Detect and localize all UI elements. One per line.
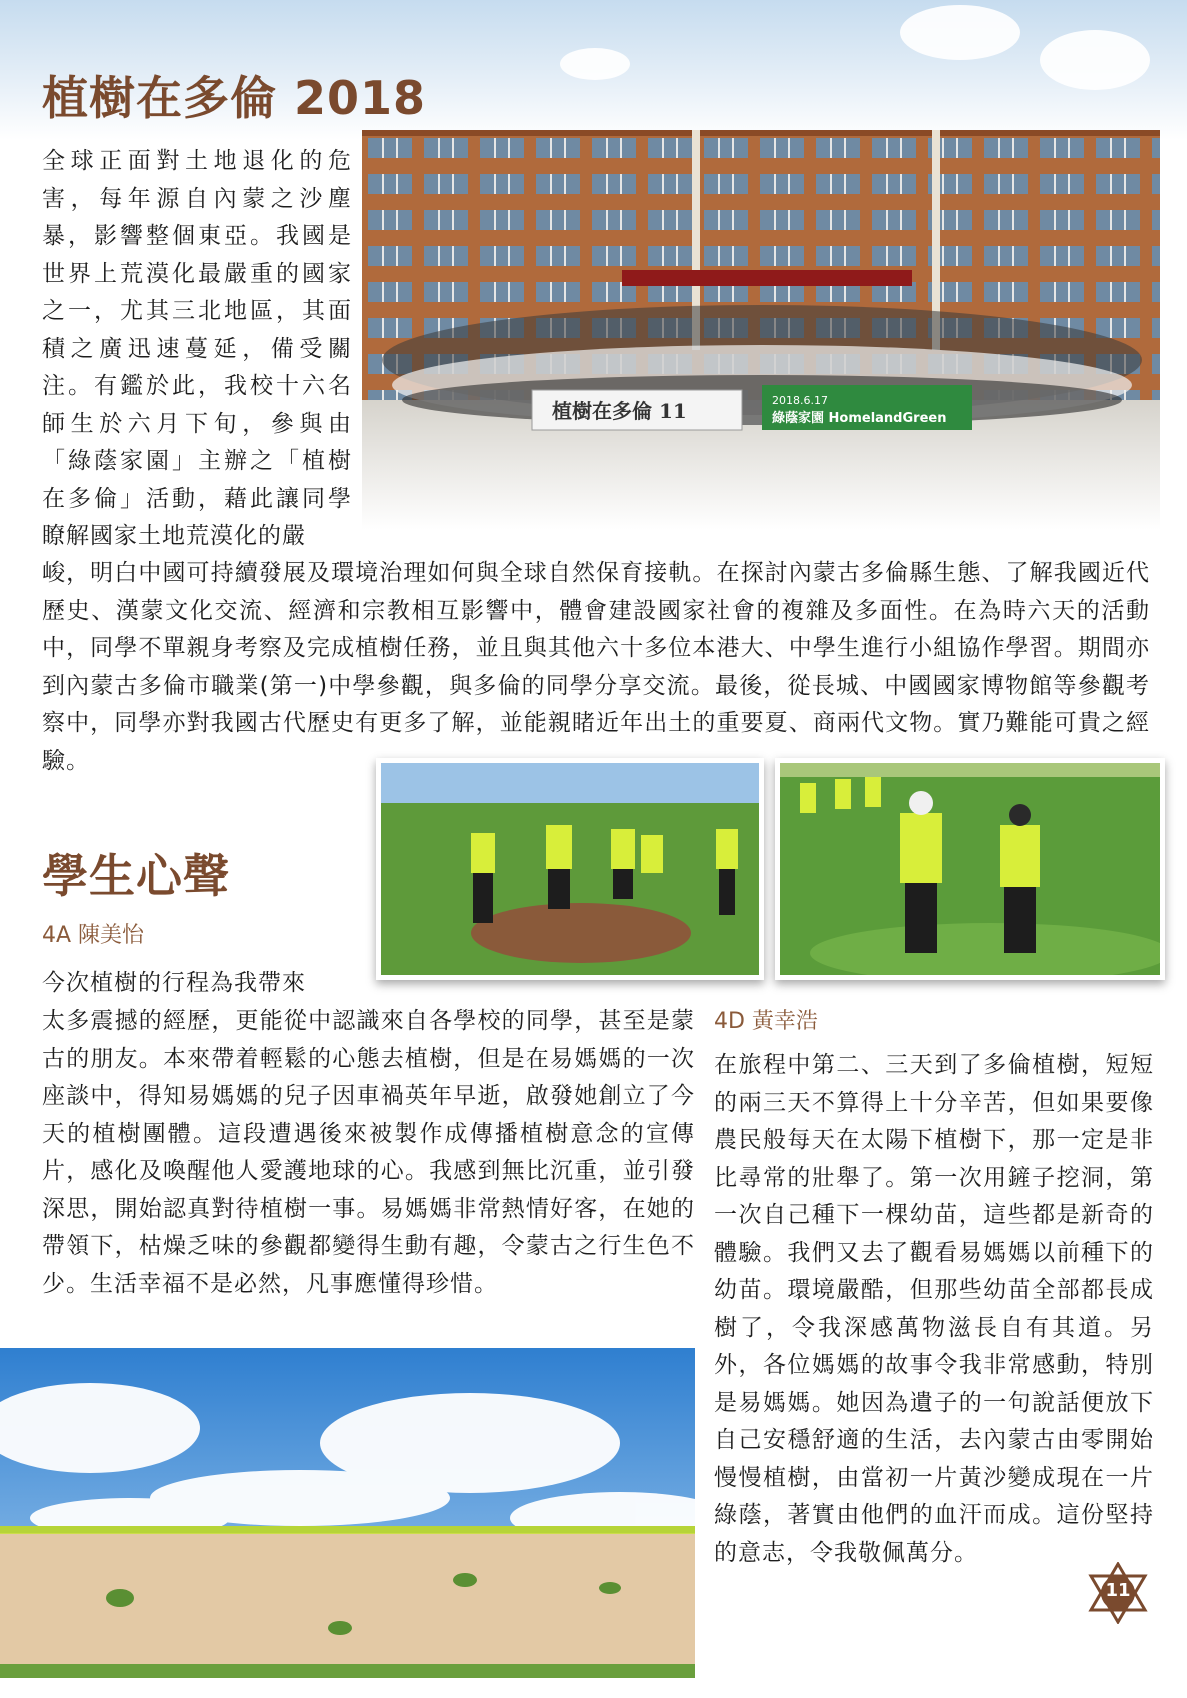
header-cloud [1040, 30, 1150, 90]
header-cloud [900, 5, 1020, 60]
desert-group-photo [0, 1348, 695, 1678]
tree-planting-photo-1 [376, 758, 764, 980]
article-intro-fullwidth: 峻，明白中國可持續發展及環境治理如何與全球自然保育接軌。在探討內蒙古多倫縣生態、了解我國近代歷史、漢蒙文化交流、經濟和宗教相互影響中，體會建設國家社會的複雜及多面性。在為時六天的活動中，同學不單親身考察及完成植樹任務，並且與其他六十多位本港大、中學生進行小組協作學習。期間亦到內蒙古多倫市職業(第一)中學參觀，與多倫的同學分享交流。最後，從長城、中國國家博物館等參觀考察中，同學亦對我國古代歷史有更多了解，並能親睹近年出土的重要夏、商兩代文物。實乃難能可貴之經驗。 [42, 560, 1150, 774]
student-1-text: 太多震撼的經歷，更能從中認識來自各學校的同學，甚至是蒙古的朋友。本來帶着輕鬆的心態去植樹，但是在易媽媽的一次座談中，得知易媽媽的兒子因車禍英年早逝，啟發她創立了今天的植樹團體。這段遭遇後來被製作成傳播植樹意念的宣傳片，感化及喚醒他人愛護地球的心。我感到無比沉重，並引發深思，開始認真對待植樹一事。易媽媽非常熱情好客，在她的帶領下，枯燥乏味的參觀都變得生動有趣，令蒙古之行生色不少。生活幸福不是必然，凡事應懂得珍惜。 [42, 1008, 695, 1297]
student-2-text: 在旅程中第二、三天到了多倫植樹，短短的兩三天不算得上十分辛苦，但如果要像農民般每天在太陽下植樹下，那一定是非比尋常的壯舉了。第一次用鏟子挖洞，第一次自己種下一棵幼苗，這些都是新奇的體驗。我們又去了觀看易媽媽以前種下的幼苗。環境嚴酷，但那些幼苗全部都長成樹了，令我深感萬物滋長自有其道。另外，各位媽媽的故事令我非常感動，特別是易媽媽。她因為遺子的一句說話便放下自己安穩舒適的生活，去內蒙古由零開始慢慢植樹，由當初一片黃沙變成現在一片綠蔭，著實由他們的血汗而成。這份堅持的意志，令我敬佩萬分。 [714, 1052, 1154, 1566]
article-intro-column: 全球正面對土地退化的危害，每年源自內蒙之沙塵暴，影響整個東亞。我國是世界上荒漠化最嚴重的國家之一，尤其三北地區，其面積之廣迅速蔓延，備受關注。有鑑於此，我校十六名師生於六月下旬，參與由「綠蔭家園」主辦之「植樹在多倫」活動，藉此讓同學瞭解國家土地荒漠化的嚴 [42, 148, 352, 549]
student-1-text-start: 今次植樹的行程為我帶來 [42, 970, 306, 996]
banner-right-date: 2018.6.17 [772, 394, 828, 407]
article-title: 植樹在多倫 2018 [42, 71, 427, 125]
student-2-name: 4D 黃幸浩 [714, 1009, 818, 1034]
section-title-student-voices: 學生心聲 [42, 849, 230, 903]
banner-right-name: 綠蔭家園 HomelandGreen [772, 411, 947, 426]
page-number: 11 [1105, 1580, 1131, 1601]
header-cloud [560, 48, 630, 80]
student-1-name: 4A 陳美怡 [42, 923, 145, 948]
group-photo-at-college [362, 130, 1160, 530]
banner-left-text: 植樹在多倫 11 [552, 399, 687, 423]
tree-planting-photo-2 [775, 758, 1165, 980]
